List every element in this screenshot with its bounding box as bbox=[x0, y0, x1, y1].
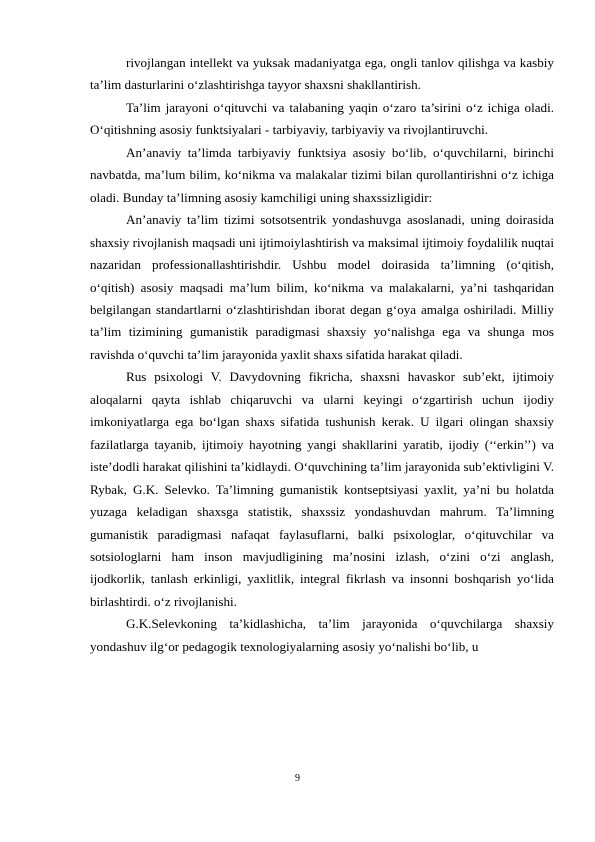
paragraph: Ta’lim jarayoni o‘qituvchi va talabaning yaqin o‘zaro ta’sirini o‘z ichiga oladi. O‘qitishning asosiy funktsiyalari - tarbiyaviy, tarbiyaviy va rivojlantiruvchi. bbox=[90, 99, 554, 138]
paragraph: An’anaviy ta’lim tizimi sotsotsentrik yondashuvga asoslanadi, uning doirasida shaxsiy rivojlanish maqsadi uni ijtimoiylashtirish va maksimal ijtimoiy foydalilik nuqtai nazaridan professionallashtirishdir. Ushbu model doirasida ta’limning (o‘qitish, o‘qitish) asosiy maqsadi ma’lum bilim, ko‘nikma va malakalarni, ya’ni tashqaridan belgilangan standartlarni o‘zlashtirishdan iborat degan g‘oya amalga oshiriladi. Milliy ta’lim tizimining gumanistik paradigmasi shaxsiy yo‘nalishga ega va shunga mos ravishda o‘quvchi ta’lim jarayonida yaxlit shaxs sifatida harakat qiladi. bbox=[90, 212, 554, 362]
paragraph: An’anaviy ta’limda tarbiyaviy funktsiya asosiy bo‘lib, o‘quvchilarni, birinchi navbatda, ma’lum bilim, ko‘nikma va malakalar tizimi bilan qurollantirishni o‘z ichiga oladi. Bunday ta’limning asosiy kamchiligi uning shaxssizligidir: bbox=[90, 144, 554, 205]
page-number: 9 bbox=[295, 773, 300, 784]
paragraph: G.K.Selevkoning ta’kidlashicha, ta’lim jarayonida o‘quvchilarga shaxsiy yondashuv ilg‘or pedagogik texnologiyalarning asosiy yo‘nalishi bo‘lib, u bbox=[90, 616, 554, 654]
paragraph-continuation: rivojlangan intellekt va yuksak madaniyatga ega, ongli tanlov qilishga va kasbiy ta’lim dasturlarini o‘zlashtirishga tayyor shaxsni shakllantirish. bbox=[90, 55, 554, 93]
paragraph: Rus psixologi V. Davydovning fikricha, shaxsni havaskor sub’ekt, ijtimoiy aloqalarni qayta ishlab chiqaruvchi va ularni keyingi o‘zgartirish uchun ijodiy imkoniyatlarga ega bo‘lgan shaxs sifatida tushunish kerak. U ilgari olingan shaxsiy fazilatlarga tayanib, ijtimoiy hayotning yangi shakllarini yaratib, ijodiy (‘‘erkin’’) va iste’dodli harakat qilishini ta’kidlaydi. O‘quvchining ta’lim jarayonida sub’ektivligini V. Rybak, G.K. Selevko. Ta’limning gumanistik kontseptsiyasi yaxlit, ya’ni bu holatda yuzaga keladigan shaxsga statistik, shaxssiz yondashuvdan mahrum. Ta’limning gumanistik paradigmasi nafaqat faylasuflarni, balki psixologlar, o‘qituvchilar va sotsiologlarni ham inson mavjudligining ma’nosini izlash, o‘zini o‘zi anglash, ijodkorlik, tanlash erkinligi, yaxlitlik, integral fikrlash va insonni boshqarish yo‘lida birlashtirdi. o‘z rivojlanishi. bbox=[90, 369, 554, 609]
document-body bbox=[90, 52, 554, 658]
